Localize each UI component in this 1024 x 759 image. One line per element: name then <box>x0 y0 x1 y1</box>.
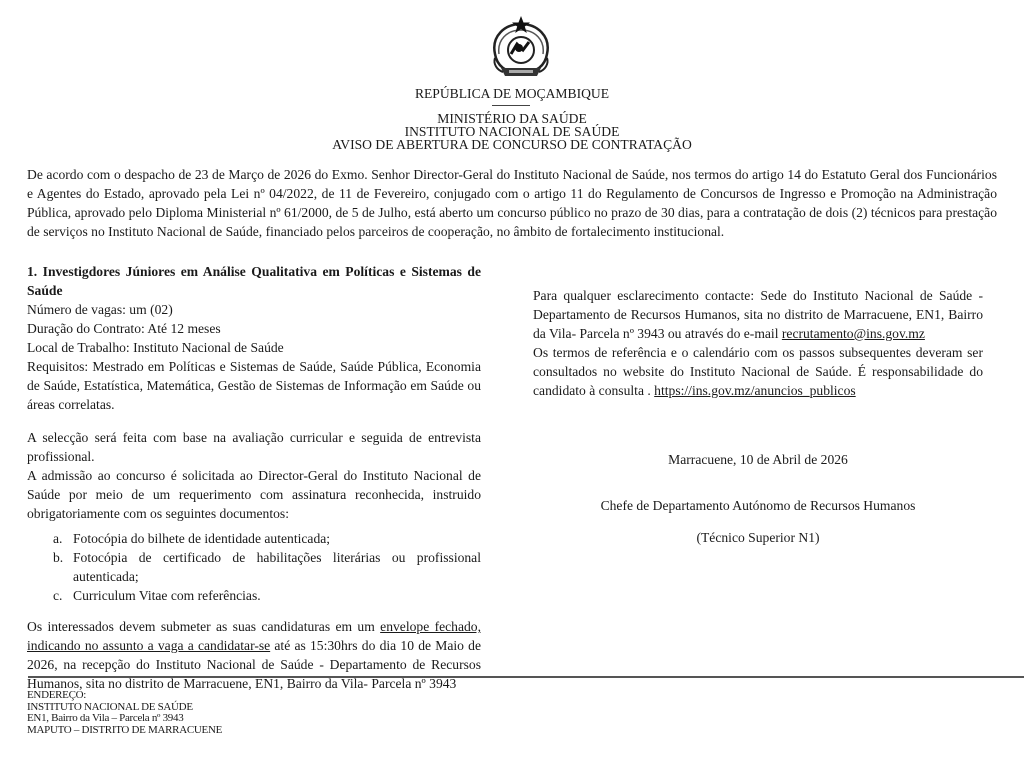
coat-of-arms-icon <box>483 14 559 84</box>
footer-line: EN1, Bairro da Vila – Parcela nº 3943 <box>27 712 184 724</box>
document-text: Curriculum Vitae com referências. <box>73 588 261 603</box>
footer-label: ENDEREÇO: <box>27 689 87 701</box>
list-marker: a. <box>53 531 63 546</box>
signature-date: Marracuene, 10 de Abril de 2026 <box>668 452 848 467</box>
submission-paragraph <box>27 617 481 693</box>
list-marker: c. <box>53 588 63 603</box>
contact-paragraph <box>533 286 983 343</box>
header-separator <box>492 105 530 106</box>
right-column <box>533 286 983 400</box>
document-item <box>27 586 481 605</box>
submission-prefix: Os interessados devem submeter as suas candidaturas em um <box>27 619 381 634</box>
footer-line: INSTITUTO NACIONAL DE SAÚDE <box>27 700 193 713</box>
position-title: 1. Investigdores Júniores em Análise Qualitativa em Políticas e Sistemas de Saúde <box>27 264 481 298</box>
website-link[interactable]: https://ins.gov.mz/anuncios_publicos <box>654 383 856 398</box>
signature-role: Chefe de Departamento Autónomo de Recursos Humanos <box>600 498 916 513</box>
country-heading: REPÚBLICA DE MOÇAMBIQUE <box>414 86 610 101</box>
ministry-heading: MINISTÉRIO DA SAÚDE <box>437 111 587 126</box>
position-vacancies: Número de vagas: um (02) <box>27 302 173 317</box>
documents-list <box>27 529 481 605</box>
footer-line: MAPUTO – DISTRITO DE MARRACUENE <box>27 723 223 736</box>
position-requirements: Requisitos: Mestrado em Políticas e Sistemas de Saúde, Saúde Pública, Economia de Saúde, Estatística, Matemática, Gestão de Sistemas de Informação em Saúde ou áreas correlatas. <box>27 359 481 412</box>
contact-text: Para qualquer esclarecimento contacte: Sede do Instituto Nacional de Saúde - Departamento de Recursos Humanos, sita no distrito de Marracuene, EN1, Bairro da Vila- Parcela nº 3943 ou através do e-mail <box>533 288 983 341</box>
document-text: Fotocópia do bilhete de identidade autenticada; <box>73 531 331 546</box>
spacer <box>27 414 481 428</box>
position-duration: Duração do Contrato: Até 12 meses <box>27 321 221 336</box>
document-item <box>27 529 481 548</box>
left-column <box>27 262 481 693</box>
email-link[interactable]: recrutamento@ins.gov.mz <box>781 326 925 341</box>
terms-text: Os termos de referência e o calendário com os passos subsequentes deveram ser consultados no website do Instituto Nacional de Saúde. É responsabilidade do candidato à consulta . <box>533 345 983 398</box>
terms-paragraph <box>533 343 983 400</box>
admission-paragraph: A admissão ao concurso é solicitada ao Director-Geral do Instituto Nacional de Saúde por meio de um requerimento com assinatura reconhecida, instruido obrigatoriamente com os seguintes documentos: <box>27 468 481 521</box>
institute-heading: INSTITUTO NACIONAL DE SAÚDE <box>404 124 620 139</box>
submission-underlined: envelope fechado, indicando no assunto a vaga a candidatar-se <box>27 619 481 653</box>
footer-address <box>27 690 222 736</box>
document-item <box>27 548 481 586</box>
document-text: Fotocópia de certificado de habilitações literárias ou profissional autenticada; <box>73 550 481 584</box>
position-location: Local de Trabalho: Instituto Nacional de Saúde <box>27 340 284 355</box>
selection-paragraph: A selecção será feita com base na avaliação curricular e seguida de entrevista profissional. <box>27 430 481 464</box>
signature-grade: (Técnico Superior N1) <box>696 530 820 545</box>
footer-divider <box>28 676 1024 678</box>
notice-title: AVISO DE ABERTURA DE CONCURSO DE CONTRATAÇÃO <box>332 137 692 152</box>
submission-suffix: até as 15:30hrs do dia 10 de Maio de 2026, na recepção do Instituto Nacional de Saúde - Departamento de Recursos Humanos, sita no distrito de Marracuene, EN1, Bairro da Vila- Parcela nº 3943 <box>27 638 481 691</box>
intro-paragraph: De acordo com o despacho de 23 de Março de 2026 do Exmo. Senhor Director-Geral do Instituto Nacional de Saúde, nos termos do artigo 14 do Estatuto Geral dos Funcionários e Agentes do Estado, aprovado pela Lei nº 04/2022, de 11 de Fevereiro, conjugado com o artigo 11 do Regulamento de Concursos de Ingresso e Promoção na Administração Pública, aprovado pelo Diploma Ministerial nº 61/2000, de 5 de Julho, está aberto um concurso público no prazo de 30 dias, para a contratação de dois (2) técnicos para prestação de serviços no Instituto Nacional de Saúde, financiado pelos parceiros de cooperação, no âmbito de fortalecimento institucional. <box>27 167 997 239</box>
list-marker: b. <box>53 550 64 565</box>
